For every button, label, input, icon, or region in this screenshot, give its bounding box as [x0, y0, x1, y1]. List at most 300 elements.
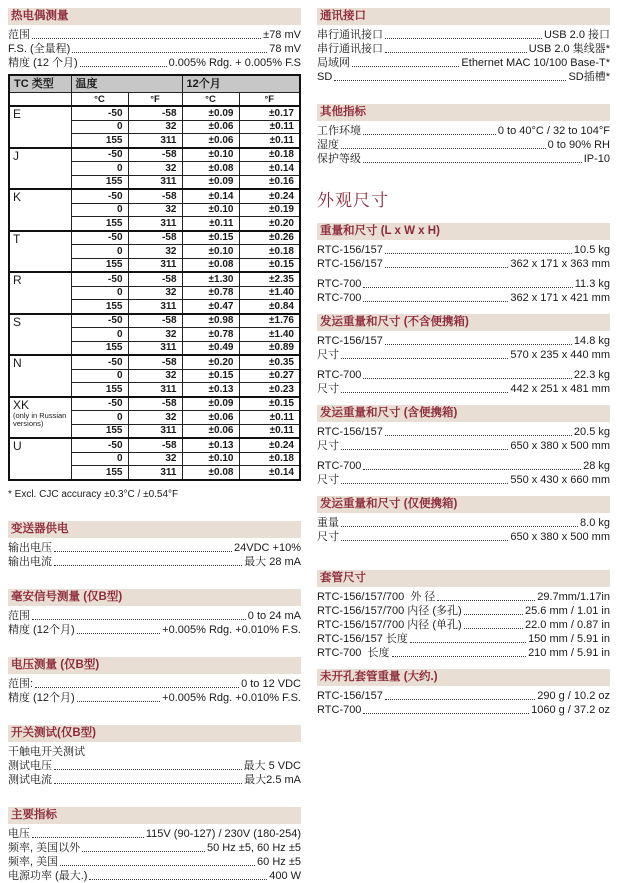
spec-label: 精度 (12个月)	[8, 691, 75, 704]
spec-value: ±78 mV	[263, 29, 301, 41]
dotted-leader	[60, 865, 255, 866]
spec-line	[317, 277, 610, 291]
table-value-cell: -50	[71, 397, 128, 411]
table-value-cell: 311	[128, 300, 182, 314]
table-value-cell: 311	[128, 175, 182, 189]
spec-label: RTC-700	[317, 292, 362, 304]
spec-label: RTC-156/157	[317, 426, 383, 438]
table-value-cell: 32	[128, 162, 182, 176]
spec-line	[317, 291, 610, 305]
table-value-cell: ±0.47	[182, 300, 239, 314]
spec-value: 115V (90-127) / 230V (180-254)	[145, 827, 301, 840]
table-value-cell: 311	[128, 258, 182, 272]
dotted-leader	[437, 600, 535, 601]
table-value-cell: ±0.14	[239, 162, 300, 176]
section-heading-bar	[8, 521, 301, 538]
spec-value: 442 x 251 x 481 mm	[510, 383, 610, 395]
table-value-cell: 311	[128, 341, 182, 355]
table-value-cell: ±0.98	[182, 314, 239, 328]
dotted-leader	[341, 392, 508, 393]
spec-label: 尺寸	[317, 531, 339, 543]
spec-value: 28 kg	[583, 460, 610, 472]
dotted-leader	[32, 837, 144, 838]
table-value-cell: -50	[71, 148, 128, 162]
dotted-leader	[35, 687, 239, 688]
spec-value: 550 x 430 x 660 mm	[510, 474, 610, 486]
table-value-cell: 311	[128, 134, 182, 148]
table-value-cell: ±0.10	[182, 452, 239, 466]
spec-label: 尺寸	[317, 440, 339, 452]
table-value-cell: 311	[128, 383, 182, 397]
spec-label: 范围	[8, 609, 30, 622]
dotted-leader	[341, 148, 546, 149]
table-row	[9, 106, 300, 120]
spec-label: 频率, 美国	[8, 855, 59, 868]
spec-line	[317, 590, 610, 604]
table-row	[9, 314, 300, 328]
spec-line	[317, 473, 610, 487]
table-value-cell: ±0.24	[239, 438, 300, 452]
table-row	[9, 148, 300, 162]
table-value-cell: ±0.84	[239, 300, 300, 314]
section-title: 开关测试(仅B型)	[11, 726, 96, 739]
dotted-leader	[54, 783, 242, 784]
table-value-cell: ±0.11	[239, 424, 300, 438]
dotted-leader	[341, 483, 508, 484]
table-value-cell: ±0.27	[239, 369, 300, 383]
spec-label: SD	[317, 71, 333, 83]
section-title: 主要指标	[11, 808, 57, 821]
page-heading-dimensions: 外观尺寸	[317, 191, 389, 210]
section-tc-measurement	[8, 8, 301, 70]
spec-label: RTC-700	[317, 704, 362, 716]
spec-label: 重量	[317, 517, 339, 529]
spec-line	[8, 555, 301, 569]
section-other-specs	[317, 104, 610, 166]
table-value-cell: 32	[128, 245, 182, 259]
spec-label: RTC-156/157/700 内径 (单孔)	[317, 619, 462, 631]
table-value-cell: ±0.09	[182, 106, 239, 120]
section-heading-bar	[8, 589, 301, 606]
spec-value: 290 g / 10.2 oz	[537, 690, 610, 702]
table-value-cell: -58	[128, 355, 182, 369]
table-value-cell: ±0.35	[239, 355, 300, 369]
section-heading-bar	[317, 223, 610, 240]
spec-line	[317, 382, 610, 396]
table-value-cell: ±0.14	[239, 466, 300, 480]
table-value-cell: ±0.18	[239, 148, 300, 162]
spec-value: 22.3 kg	[573, 369, 610, 381]
spec-label: F.S. (全量程)	[8, 43, 71, 55]
spec-value: 150 mm / 5.91 in	[528, 633, 610, 645]
tc-type-label: N	[13, 356, 22, 370]
spec-value: 400 W	[269, 869, 301, 882]
section-main-specs	[8, 807, 301, 883]
spec-label: RTC-700	[317, 369, 362, 381]
tc-type-cell	[9, 189, 71, 231]
dotted-leader	[385, 267, 508, 268]
section-heading-bar	[317, 570, 610, 587]
spec-line	[8, 855, 301, 869]
spec-label: RTC-700	[317, 278, 362, 290]
table-value-cell: 0	[71, 328, 128, 342]
table-value-cell: ±0.23	[239, 383, 300, 397]
table-value-cell: ±1.30	[182, 272, 239, 286]
table-value-cell: ±0.16	[239, 175, 300, 189]
table-value-cell: -50	[71, 438, 128, 452]
spec-label: RTC-156/157/700 内径 (多孔)	[317, 605, 462, 617]
spec-label: 电源功率 (最大.)	[8, 869, 88, 882]
section-heading-bar	[317, 104, 610, 121]
section-body	[317, 513, 610, 544]
dotted-leader	[89, 879, 267, 880]
spec-value: 650 x 380 x 500 mm	[510, 531, 610, 543]
section-shipping-with-case	[317, 405, 610, 487]
tc-type-label: J	[13, 148, 19, 163]
spec-value: Ethernet MAC 10/100 Base-T*	[461, 57, 610, 69]
tc-type-label: T	[13, 231, 21, 246]
spec-line	[8, 28, 301, 42]
table-value-cell: ±0.78	[182, 286, 239, 300]
section-heading-bar	[8, 657, 301, 674]
spec-line	[317, 632, 610, 646]
section-shipping-case-only	[317, 496, 610, 544]
section-ma-measurement	[8, 589, 301, 637]
table-value-cell: ±0.78	[182, 328, 239, 342]
section-transmitter-supply	[8, 521, 301, 569]
tc-type-label: S	[13, 314, 22, 329]
table-value-cell: 0	[71, 286, 128, 300]
table-value-cell: -50	[71, 106, 128, 120]
spec-value: 362 x 171 x 363 mm	[510, 258, 610, 270]
tc-type-label: K	[13, 190, 22, 204]
tc-type-cell	[9, 231, 71, 273]
tc-type-note: (only in Russian versions)	[13, 410, 67, 428]
table-value-cell: ±0.20	[182, 355, 239, 369]
spec-line	[8, 42, 301, 56]
spec-line	[8, 677, 301, 691]
table-row	[9, 438, 300, 452]
dotted-leader	[334, 80, 566, 81]
dotted-leader	[54, 551, 232, 552]
table-value-cell: 311	[128, 217, 182, 231]
spec-value: USB 2.0 集线器*	[528, 43, 610, 55]
table-head	[9, 75, 300, 106]
section-voltage-measurement	[8, 657, 301, 705]
dotted-leader	[385, 435, 572, 436]
dotted-leader	[80, 66, 167, 67]
section-body	[317, 240, 610, 305]
spec-line	[317, 138, 610, 152]
table-value-cell: 32	[128, 286, 182, 300]
table-value-cell: 0	[71, 369, 128, 383]
spec-label: 输出电压	[8, 541, 52, 554]
spec-label: 范围:	[8, 677, 34, 690]
spec-value: 14.8 kg	[573, 335, 610, 347]
table-value-cell: -58	[128, 148, 182, 162]
dotted-leader	[77, 701, 161, 702]
table-value-cell: ±0.15	[239, 258, 300, 272]
section-body	[8, 606, 301, 637]
section-sleeve-dims	[317, 570, 610, 660]
table-unit-cell: °C	[182, 93, 239, 107]
section-body	[8, 674, 301, 705]
spec-label: 精度 (12个月)	[8, 623, 75, 636]
dotted-leader	[341, 526, 578, 527]
spec-line	[317, 243, 610, 257]
tc-type-cell	[9, 272, 71, 314]
table-value-cell: ±1.40	[239, 286, 300, 300]
section-comm-interface	[317, 8, 610, 84]
table-value-cell: ±1.40	[239, 328, 300, 342]
spec-value: 20.5 kg	[573, 426, 610, 438]
section-heading-bar	[317, 496, 610, 513]
section-heading-bar	[317, 314, 610, 331]
dotted-leader	[392, 656, 527, 657]
table-unit-cell: °C	[71, 93, 128, 107]
dotted-leader	[341, 540, 508, 541]
table-value-cell: 0	[71, 120, 128, 134]
spec-label: 测试电流	[8, 773, 52, 786]
table-value-cell: ±0.49	[182, 341, 239, 355]
spec-value: 1060 g / 37.2 oz	[531, 704, 610, 716]
footnote-cjc-footnote: * Excl. CJC accuracy ±0.3°C / ±0.54°F	[8, 488, 179, 500]
table-value-cell: -50	[71, 355, 128, 369]
table-value-cell: 32	[128, 411, 182, 425]
table-value-cell: ±0.18	[239, 245, 300, 259]
table-value-cell: 32	[128, 369, 182, 383]
table-header-row-1	[9, 75, 300, 93]
spec-value: 11.3 kg	[574, 278, 610, 290]
spec-line	[8, 745, 301, 759]
dotted-leader	[363, 301, 508, 302]
tc-type-cell	[9, 355, 71, 397]
spec-line	[317, 348, 610, 362]
spec-value: 0 to 12 VDC	[241, 677, 301, 690]
spec-label: 输出电流	[8, 555, 52, 568]
table-value-cell: ±0.09	[182, 397, 239, 411]
spec-line	[317, 530, 610, 544]
spec-line	[317, 42, 610, 56]
dotted-leader	[385, 253, 572, 254]
table-value-cell: ±0.06	[182, 134, 239, 148]
table-value-cell: ±0.10	[182, 245, 239, 259]
table-value-cell: ±0.11	[182, 217, 239, 231]
table-value-cell: -58	[128, 272, 182, 286]
tc-type-label: R	[13, 273, 22, 287]
table-row	[9, 272, 300, 286]
section-title: 电压测量 (仅B型)	[11, 658, 100, 671]
table-value-cell: 155	[71, 217, 128, 231]
section-weight-dims	[317, 223, 610, 305]
table-header-cell: TC 类型	[9, 75, 71, 93]
table-value-cell: ±0.19	[239, 203, 300, 217]
section-heading-bar	[8, 725, 301, 742]
section-body	[317, 686, 610, 717]
tc-type-label: U	[13, 439, 22, 453]
spec-line	[317, 618, 610, 632]
spec-line	[8, 609, 301, 623]
table-value-cell: ±1.76	[239, 314, 300, 328]
spec-line	[8, 841, 301, 855]
dotted-leader	[385, 699, 535, 700]
table-value-cell: ±0.18	[239, 452, 300, 466]
dotted-leader	[385, 344, 572, 345]
table-value-cell: -50	[71, 189, 128, 203]
spec-value: 25.6 mm / 1.01 in	[525, 605, 610, 617]
spec-label: 湿度	[317, 139, 339, 151]
section-heading-bar	[317, 405, 610, 422]
spec-line	[317, 368, 610, 382]
section-title: 未开孔套管重量 (大约.)	[320, 671, 438, 683]
dotted-leader	[82, 851, 205, 852]
spec-value: 0.005% Rdg. + 0.005% F.S	[168, 57, 301, 69]
table-value-cell: 155	[71, 383, 128, 397]
section-title: 重量和尺寸 (L x W x H)	[320, 225, 440, 237]
section-body	[8, 538, 301, 569]
spec-line	[317, 459, 610, 473]
spec-line	[317, 257, 610, 271]
tc-type-cell	[9, 106, 71, 148]
spec-value: IP-10	[583, 153, 610, 165]
tc-type-cell	[9, 438, 71, 480]
table-value-cell: 0	[71, 245, 128, 259]
spec-label: RTC-700 长度	[317, 647, 390, 659]
spec-line	[8, 56, 301, 70]
spec-value: 22.0 mm / 0.87 in	[525, 619, 610, 631]
table-value-cell: 0	[71, 162, 128, 176]
spec-value: 362 x 171 x 421 mm	[510, 292, 610, 304]
spec-line	[8, 623, 301, 637]
spec-value: +0.005% Rdg. +0.010% F.S.	[162, 691, 301, 704]
spec-value: 29.7mm/1.17in	[537, 591, 610, 603]
table-value-cell: -50	[71, 314, 128, 328]
table-value-cell: ±0.15	[182, 231, 239, 245]
dotted-leader	[341, 358, 508, 359]
dotted-leader	[352, 66, 459, 67]
section-switch-test	[8, 725, 301, 787]
spec-label: 局域网	[317, 57, 350, 69]
table-value-cell: -50	[71, 231, 128, 245]
table-value-cell: 155	[71, 300, 128, 314]
spec-label: RTC-156/157	[317, 244, 383, 256]
right-column	[317, 8, 610, 883]
table-row	[9, 397, 300, 411]
section-body	[317, 422, 610, 487]
table-value-cell: -58	[128, 106, 182, 120]
spec-line	[317, 689, 610, 703]
table-value-cell: 311	[128, 424, 182, 438]
spec-label: 干触电开关测试	[8, 745, 85, 758]
table-value-cell: -58	[128, 314, 182, 328]
spec-label: RTC-156/157	[317, 258, 383, 270]
tc-type-cell	[9, 397, 71, 439]
spec-label: RTC-156/157	[317, 335, 383, 347]
spec-value: 60 Hz ±5	[257, 855, 301, 868]
table-value-cell: ±0.08	[182, 258, 239, 272]
spec-line	[317, 152, 610, 166]
section-sleeve-weight	[317, 669, 610, 717]
spec-label: 电压	[8, 827, 30, 840]
section-heading-bar	[8, 8, 301, 25]
table-row	[9, 355, 300, 369]
table-value-cell: -58	[128, 397, 182, 411]
table-value-cell: 0	[71, 411, 128, 425]
section-body	[8, 25, 301, 70]
table-value-cell: 32	[128, 120, 182, 134]
section-title: 毫安信号测量 (仅B型)	[11, 590, 123, 603]
spec-line	[8, 827, 301, 841]
table-value-cell: ±0.13	[182, 438, 239, 452]
tc-type-label: XK	[13, 397, 30, 412]
table-value-cell: -58	[128, 438, 182, 452]
spec-value: 24VDC +10%	[234, 541, 301, 554]
spec-value: 8.0 kg	[580, 517, 610, 529]
spec-line	[317, 703, 610, 717]
table-value-cell: 155	[71, 134, 128, 148]
spec-value: 650 x 380 x 500 mm	[510, 440, 610, 452]
table-value-cell: ±0.11	[239, 411, 300, 425]
table-value-cell: ±0.09	[182, 175, 239, 189]
dotted-leader	[77, 633, 161, 634]
table-value-cell: ±0.15	[182, 369, 239, 383]
table-value-cell: -50	[71, 272, 128, 286]
table-header-row-2	[9, 93, 300, 107]
spec-value: 0 to 24 mA	[247, 609, 301, 622]
section-title: 通讯接口	[320, 10, 366, 22]
spec-label: RTC-156/157 长度	[317, 633, 408, 645]
spec-value: 10.5 kg	[573, 244, 610, 256]
table-unit-cell: °F	[239, 93, 300, 107]
spec-value: 最大 28 mA	[244, 555, 301, 568]
spec-value: 最大2.5 mA	[244, 773, 301, 786]
table-header-cell: 温度	[71, 75, 182, 93]
spec-value: 50 Hz ±5, 60 Hz ±5	[206, 841, 301, 854]
tc-type-cell	[9, 314, 71, 356]
spec-line	[317, 425, 610, 439]
table-value-cell: 0	[71, 203, 128, 217]
table-value-cell: 155	[71, 424, 128, 438]
spec-line	[317, 516, 610, 530]
table-value-cell: 311	[128, 466, 182, 480]
spec-label: 尺寸	[317, 383, 339, 395]
spec-value: 78 mV	[269, 43, 301, 55]
spec-label: 串行通讯接口	[317, 29, 383, 41]
table-value-cell: ±0.06	[182, 424, 239, 438]
spec-value: +0.005% Rdg. +0.010% F.S.	[162, 623, 301, 636]
spec-label: 保护等级	[317, 153, 361, 165]
table-value-cell: ±0.10	[182, 203, 239, 217]
table-row	[9, 189, 300, 203]
table-value-cell: 155	[71, 341, 128, 355]
dotted-leader	[32, 38, 261, 39]
table-row	[9, 231, 300, 245]
spec-line	[8, 541, 301, 555]
dotted-leader	[54, 769, 242, 770]
table-value-cell: ±0.17	[239, 106, 300, 120]
spec-line	[317, 646, 610, 660]
spec-label: 频率, 美国以外	[8, 841, 81, 854]
section-title: 变送器供电	[11, 522, 69, 535]
table-value-cell: ±0.08	[182, 466, 239, 480]
table-value-cell: ±0.15	[239, 397, 300, 411]
dotted-leader	[363, 162, 582, 163]
table-value-cell: ±0.11	[239, 120, 300, 134]
dotted-leader	[341, 449, 508, 450]
table-value-cell: 32	[128, 203, 182, 217]
tc-accuracy-table	[8, 74, 301, 481]
table-value-cell: -58	[128, 189, 182, 203]
